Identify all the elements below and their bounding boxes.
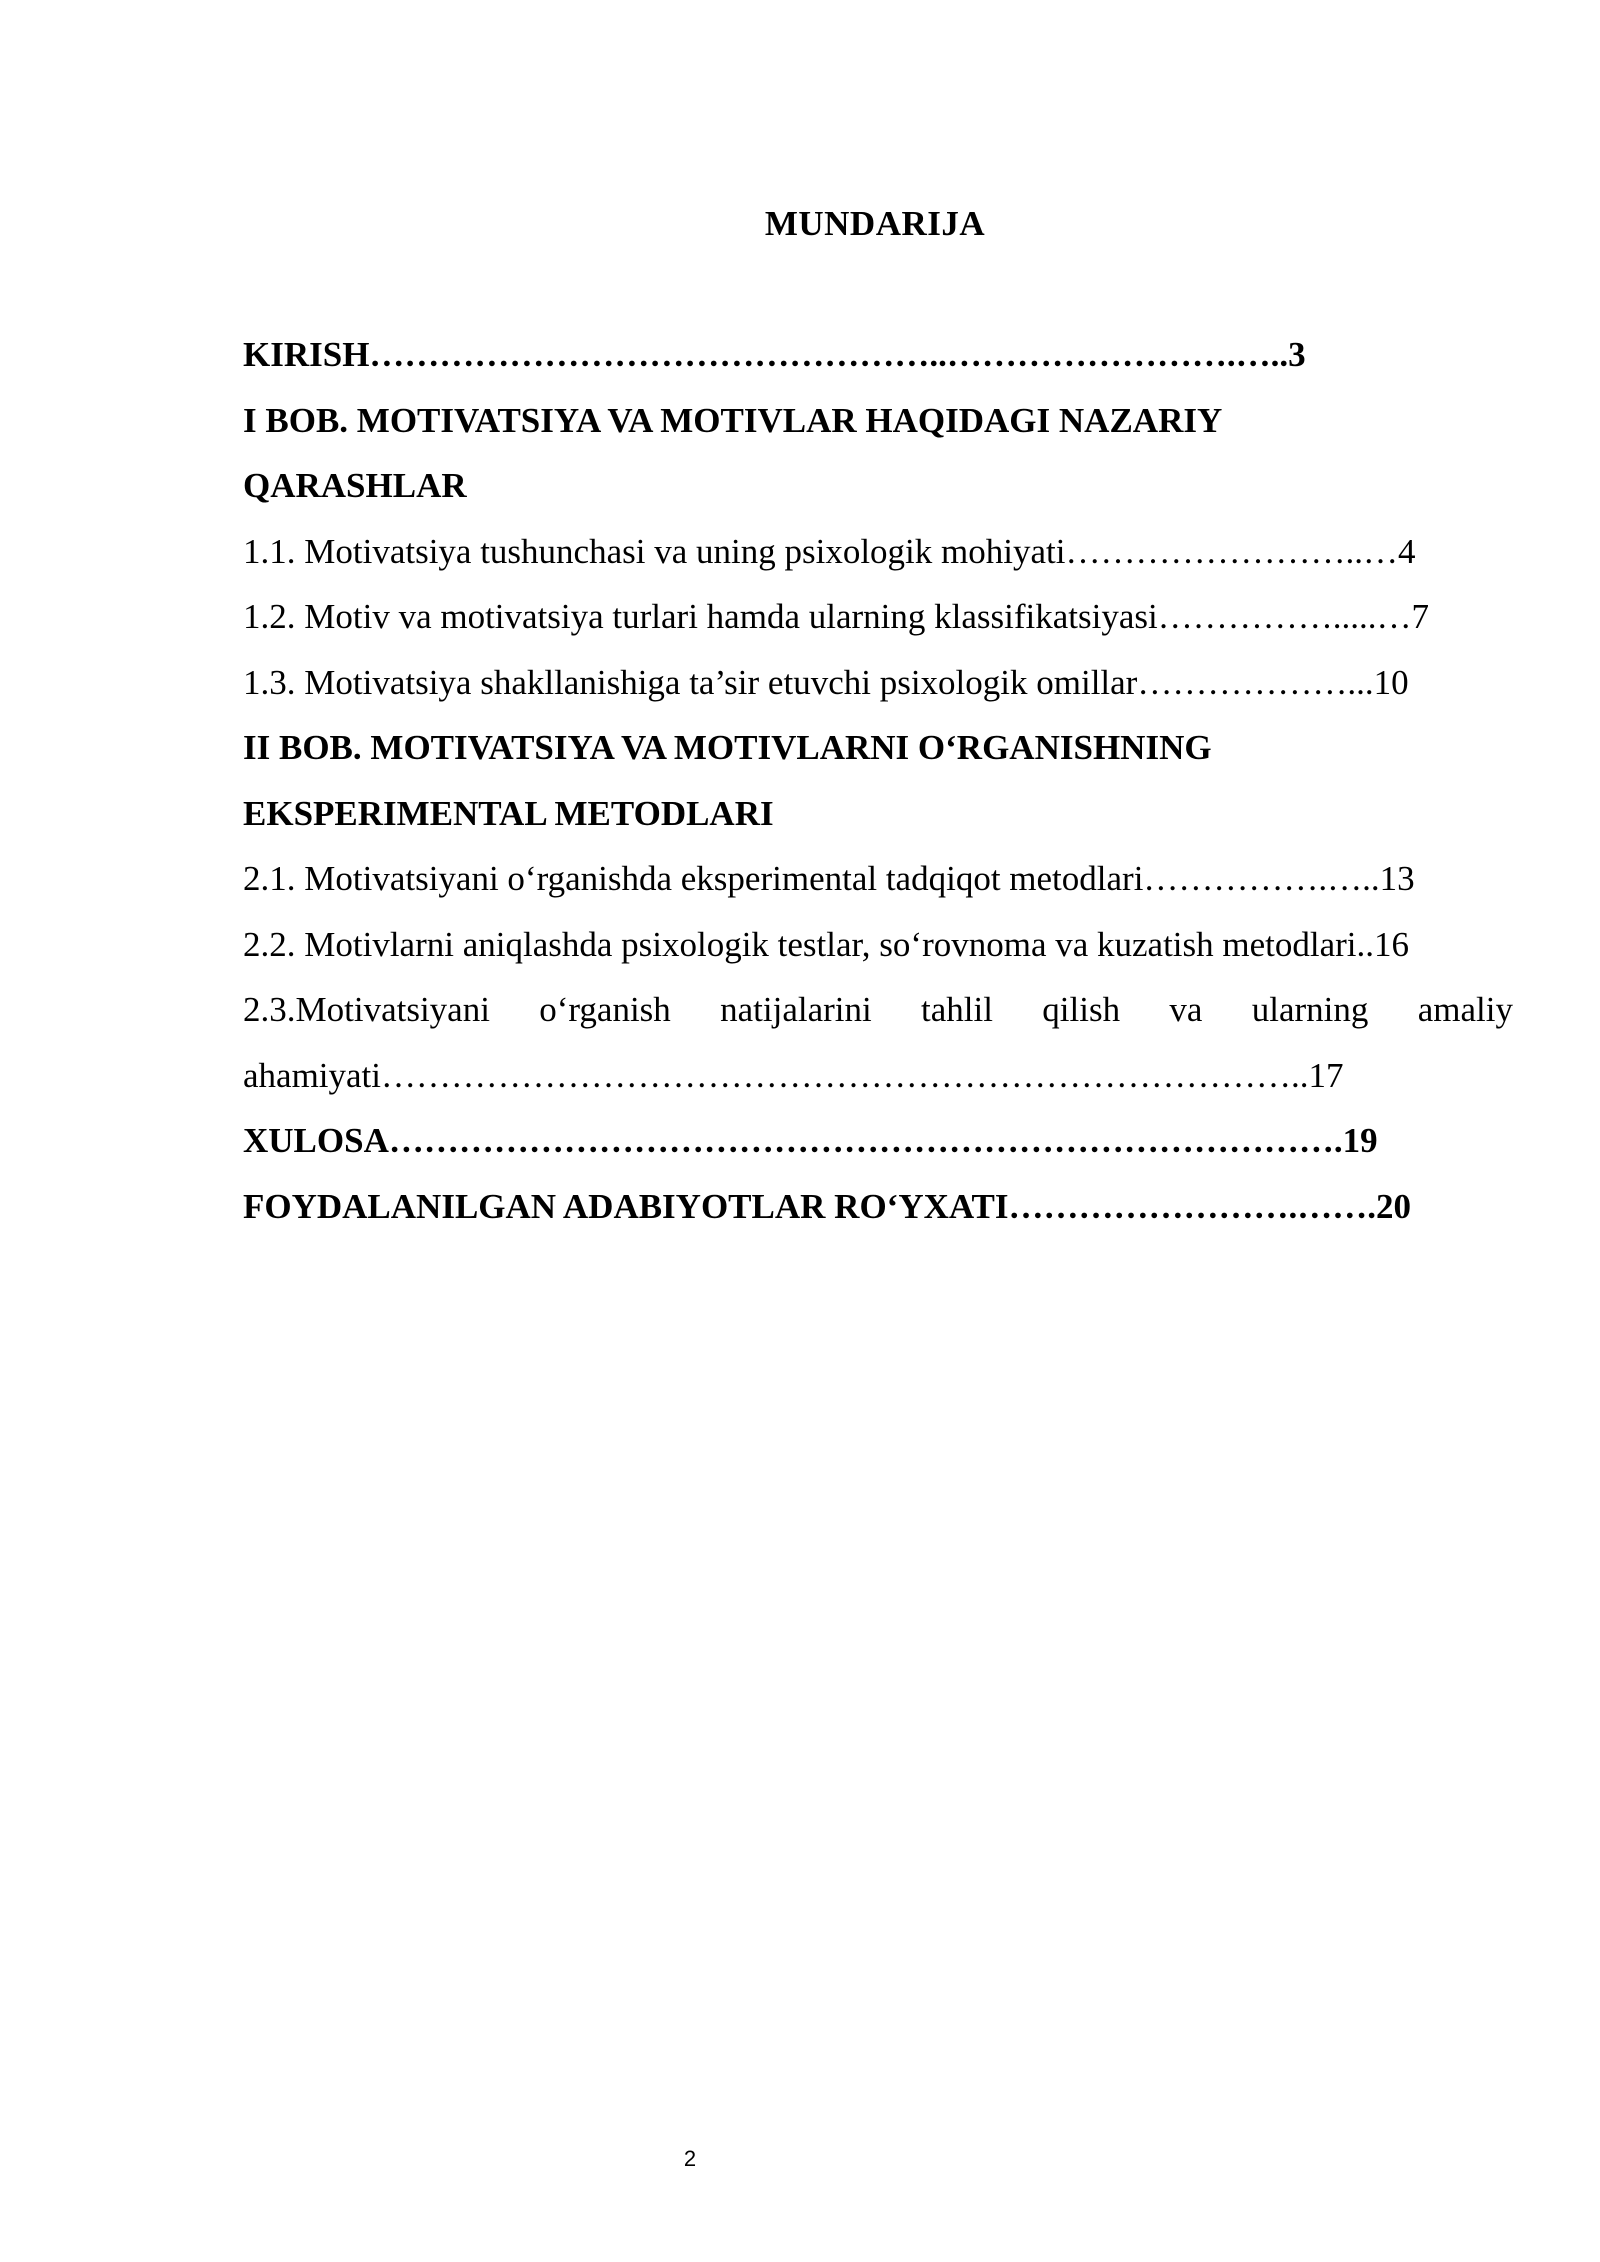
toc-word: 2.3.Motivatsiyani [243, 990, 490, 1029]
toc-word: amaliy [1417, 990, 1513, 1029]
toc-word: tahlil [921, 990, 993, 1029]
toc-chapter-2-heading-line-1: II BOB. MOTIVATSIYA VA MOTIVLARNI O‘RGANISHNING [243, 728, 1212, 767]
toc-entry-1-2: 1.2. Motiv va motivatsiya turlari hamda ularning klassifikatsiyasi…………….....…7 [243, 597, 1429, 636]
toc-entry-2-3-line-2: ahamiyati……………………………………………………………………..17 [243, 1055, 1344, 1095]
toc-word: va [1169, 990, 1203, 1029]
toc-chapter-1-heading-line-1: I BOB. MOTIVATSIYA VA MOTIVLAR HAQIDAGI NAZARIY [243, 400, 1223, 440]
toc-entry-2-1: 2.1. Motivatsiyani o‘rganishda eksperimental tadqiqot metodlari…………….…..13 [243, 859, 1415, 898]
toc-entry-1-1: 1.1. Motivatsiya tushunchasi va uning psixologik mohiyati……………………..…4 [243, 531, 1416, 571]
toc-chapter-1-heading-line-2: QARASHLAR [243, 466, 467, 505]
table-of-contents [243, 322, 1513, 1239]
toc-entry-2-3-line-1 [243, 977, 1513, 1043]
toc-entry-2-2: 2.2. Motivlarni aniqlashda psixologik testlar, so‘rovnoma va kuzatish metodlari..16 [243, 924, 1410, 964]
toc-entry-kirish: KIRISH…………………………………………..…………………….…..3 [243, 335, 1306, 374]
toc-entry-adabiyotlar: FOYDALANILGAN ADABIYOTLAR RO‘YXATI…………………….…….20 [243, 1186, 1412, 1226]
toc-word: qilish [1042, 990, 1121, 1029]
toc-entry-xulosa: XULOSA……………………………………………………………………….19 [243, 1121, 1378, 1160]
page-number: 2 [683, 2146, 697, 2171]
toc-word: o‘rganish [539, 990, 671, 1029]
toc-word: ularning [1251, 990, 1369, 1029]
toc-entry-1-3: 1.3. Motivatsiya shakllanishiga ta’sir etuvchi psixologik omillar………………...10 [243, 662, 1409, 702]
toc-word: natijalarini [720, 990, 872, 1029]
toc-chapter-2-heading-line-2: EKSPERIMENTAL METODLARI [243, 793, 774, 833]
page-title: MUNDARIJA [764, 204, 986, 243]
